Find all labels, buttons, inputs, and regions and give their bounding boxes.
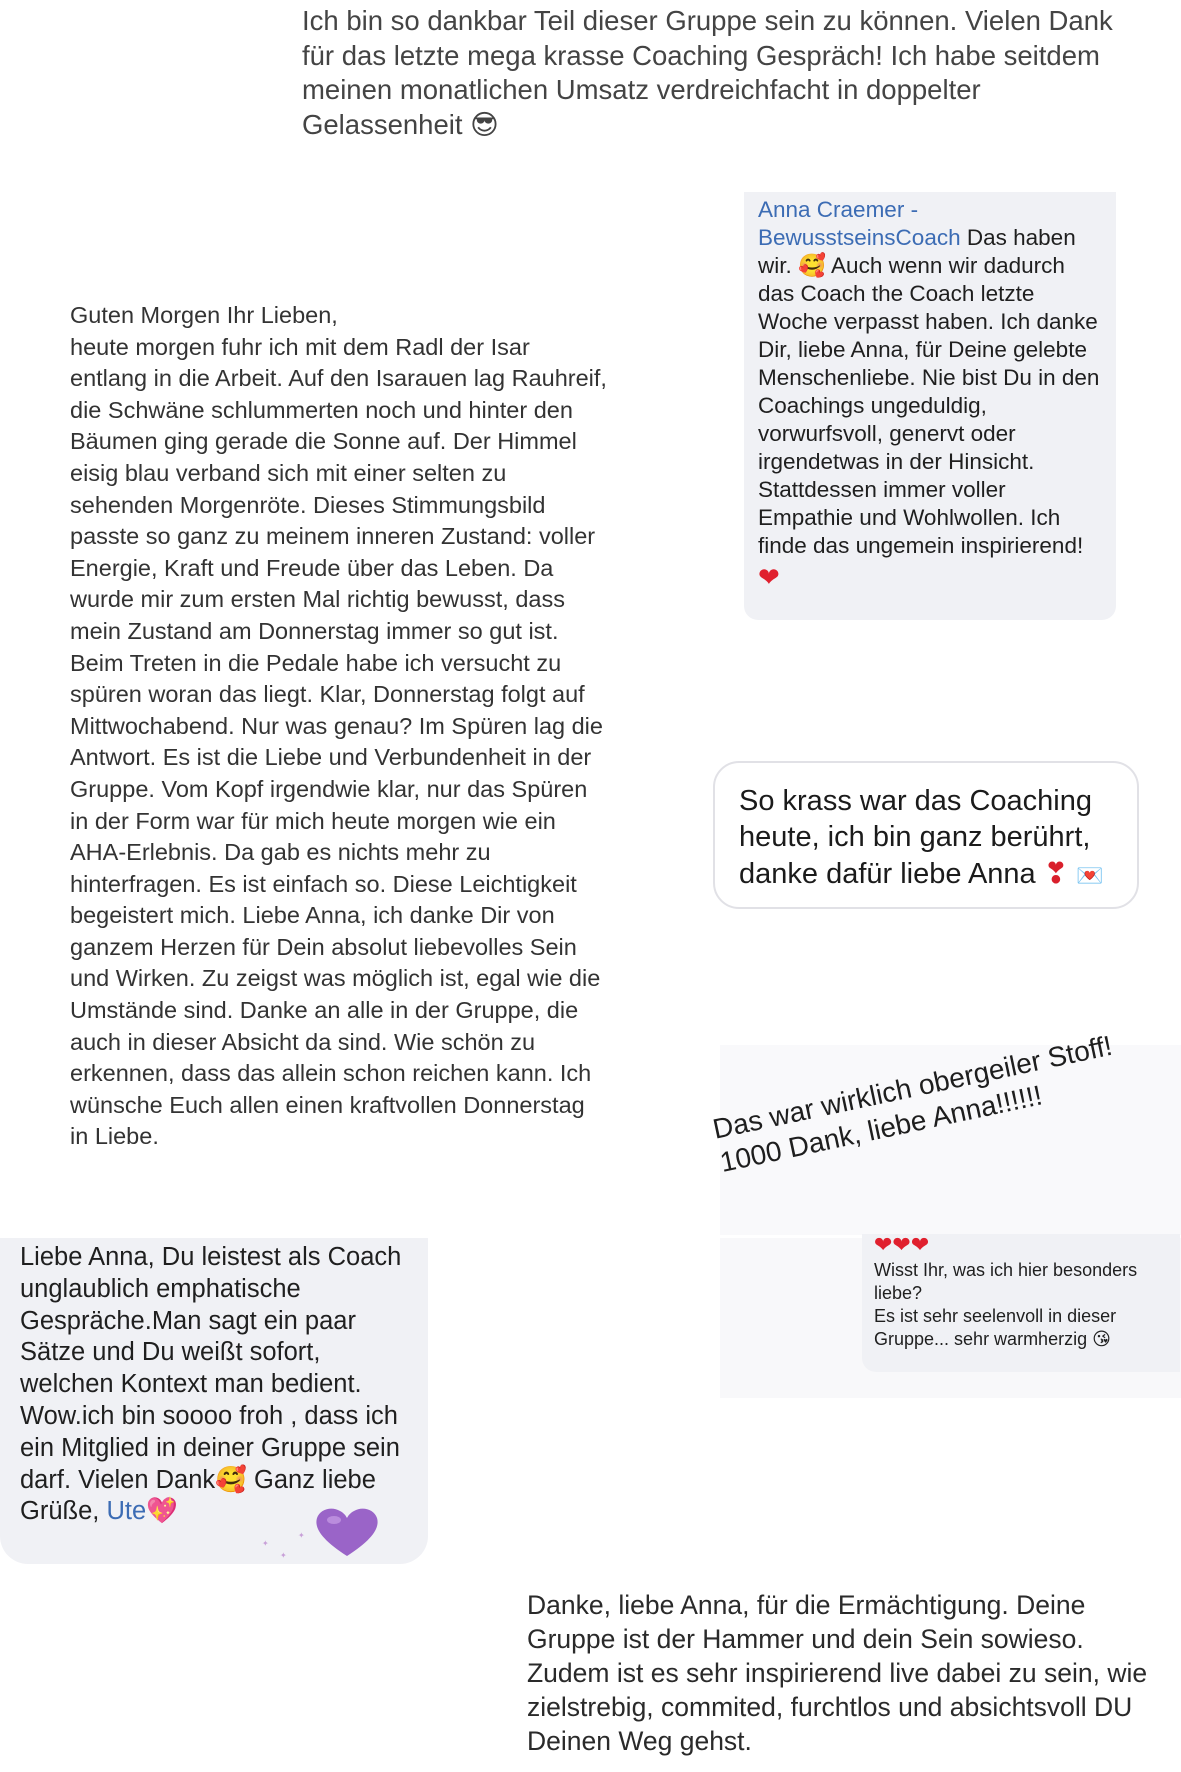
comment-bubble-ute xyxy=(0,1238,428,1564)
message-text: Wisst Ihr, was ich hier besonders liebe? Es ist sehr seelenvoll in dieser Gruppe... sehr warmherzig xyxy=(874,1260,1138,1349)
smiling-hearts-emoji-icon: 🥰 xyxy=(215,1464,247,1495)
chat-bubble-coaching xyxy=(713,761,1139,909)
sparkle-icon: ✦ xyxy=(280,1551,287,1560)
author-link[interactable]: Anna Craemer - BewusstseinsCoach xyxy=(758,197,961,250)
sparkling-heart-icon: 💖 xyxy=(146,1496,178,1527)
purple-heart-sticker-icon xyxy=(314,1506,380,1558)
smiling-hearts-emoji-icon: 🥰 xyxy=(798,253,827,279)
testimonial-message-1 xyxy=(302,4,1152,142)
message-text: Ich bin so dankbar Teil dieser Gruppe sein zu können. Vielen Dank für das letzte mega krasse Coaching Gespräch! Ich habe seitdem meinen monatlichen Umsatz verdreichfacht in doppelter Gelassenheit xyxy=(302,5,1113,140)
love-letter-icon: 💌 xyxy=(1076,864,1104,889)
message-text: So krass war das Coaching heute, ich bin ganz berührt, danke dafür liebe Anna xyxy=(739,785,1092,890)
red-heart-icon: ❤ xyxy=(758,563,780,593)
heart-exclamation-icon: ❣ xyxy=(1043,856,1069,890)
author-link-ute[interactable]: Ute xyxy=(106,1497,147,1526)
message-text-greeting: Ganz liebe xyxy=(254,1465,376,1494)
sunglasses-emoji-icon: 😎 xyxy=(470,108,499,141)
testimonial-message-morning: Guten Morgen Ihr Lieben, heute morgen fuhr ich mit dem Radl der Isar entlang in die Arbeit. Auf den Isarauen lag Rauhreif, die Schwäne schlummerten noch und hinter den Bäumen ging gerade die Sonne auf. Der Himmel eisig blau verband sich mit einer selten zu sehenden Morgenröte. Dieses Stimmungsbild passte so ganz zu meinem inneren Zustand: voller Energie, Kraft und Freude über das Leben. Da wurde mir zum ersten Mal richtig bewusst, dass mein Zustand am Donnerstag immer so gut ist. Beim Treten in die Pedale habe ich versucht zu spüren woran das liegt. Klar, Donnerstag folgt auf Mittwochabend. Nur was genau? Im Spüren lag die Antwort. Es ist die Liebe und Verbundenheit in der Gruppe. Vom Kopf irgendwie klar, nur das Spüren in der Form war für mich heute morgen wie ein AHA-Erlebnis. Da gab es nichts mehr zu hinterfragen. Es ist einfach so. Diese Leichtigkeit begeistert mich. Liebe Anna, ich danke Dir von ganzem Herzen für Dein absolut liebevolles Sein und Wirken. Zu zeigst was möglich ist, egal wie die Umstände sind. Danke an alle in der Gruppe, die auch in dieser Absicht da sind. Wie schön zu erkennen, dass das allein schon reichen kann. Ich wünsche Euch allen einen kraftvollen Donnerstag in Liebe. xyxy=(70,302,607,1150)
comment-bubble-anna xyxy=(744,192,1116,620)
sparkle-icon: ✦ xyxy=(298,1531,305,1540)
sparkle-icon: ✦ xyxy=(262,1539,269,1548)
comment-bubble-seelenvoll xyxy=(862,1234,1180,1372)
message-text: Das haben wir. xyxy=(758,225,1076,278)
message-text-continued: Auch wenn wir dadurch das Coach the Coach letzte Woche verpasst haben. Ich danke Dir, liebe Anna, für Deine gelebte Menschenliebe. Nie bist Du in den Coachings ungeduldig, vorwurfsvoll, genervt oder irgendetwas in der Hinsicht. Stattdessen immer voller Empathie und Wohlwollen. Ich finde das ungemein inspirierend! xyxy=(758,253,1100,558)
message-text: Liebe Anna, Du leistest als Coach unglaublich emphatische Gespräche.Man sagt ein paar Sätze und Du weißt sofort, welchen Kontext man bedient. Wow.ich bin soooo froh , dass ich ein Mitglied in deiner Gruppe sein darf. Vielen Dank xyxy=(20,1243,402,1494)
message-text-gruesse: Grüße, xyxy=(20,1497,100,1526)
rotated-story-text: Das war wirklich obergeiler Stoff! 1000 Dank, liebe Anna!!!!!! xyxy=(710,1029,1115,1179)
three-hearts-icon: ❤❤❤ xyxy=(874,1233,930,1258)
kiss-emoji-icon: 😘 xyxy=(1092,1329,1111,1350)
testimonial-message-ermaechtigung: Danke, liebe Anna, für die Ermächtigung. Deine Gruppe ist der Hammer und dein Sein sowieso. Zudem ist es sehr inspirierend live dabei zu sein, wie zielstrebig, commited, furchtlos und absichtsvoll DU Deinen Weg gehst. xyxy=(527,1590,1148,1756)
